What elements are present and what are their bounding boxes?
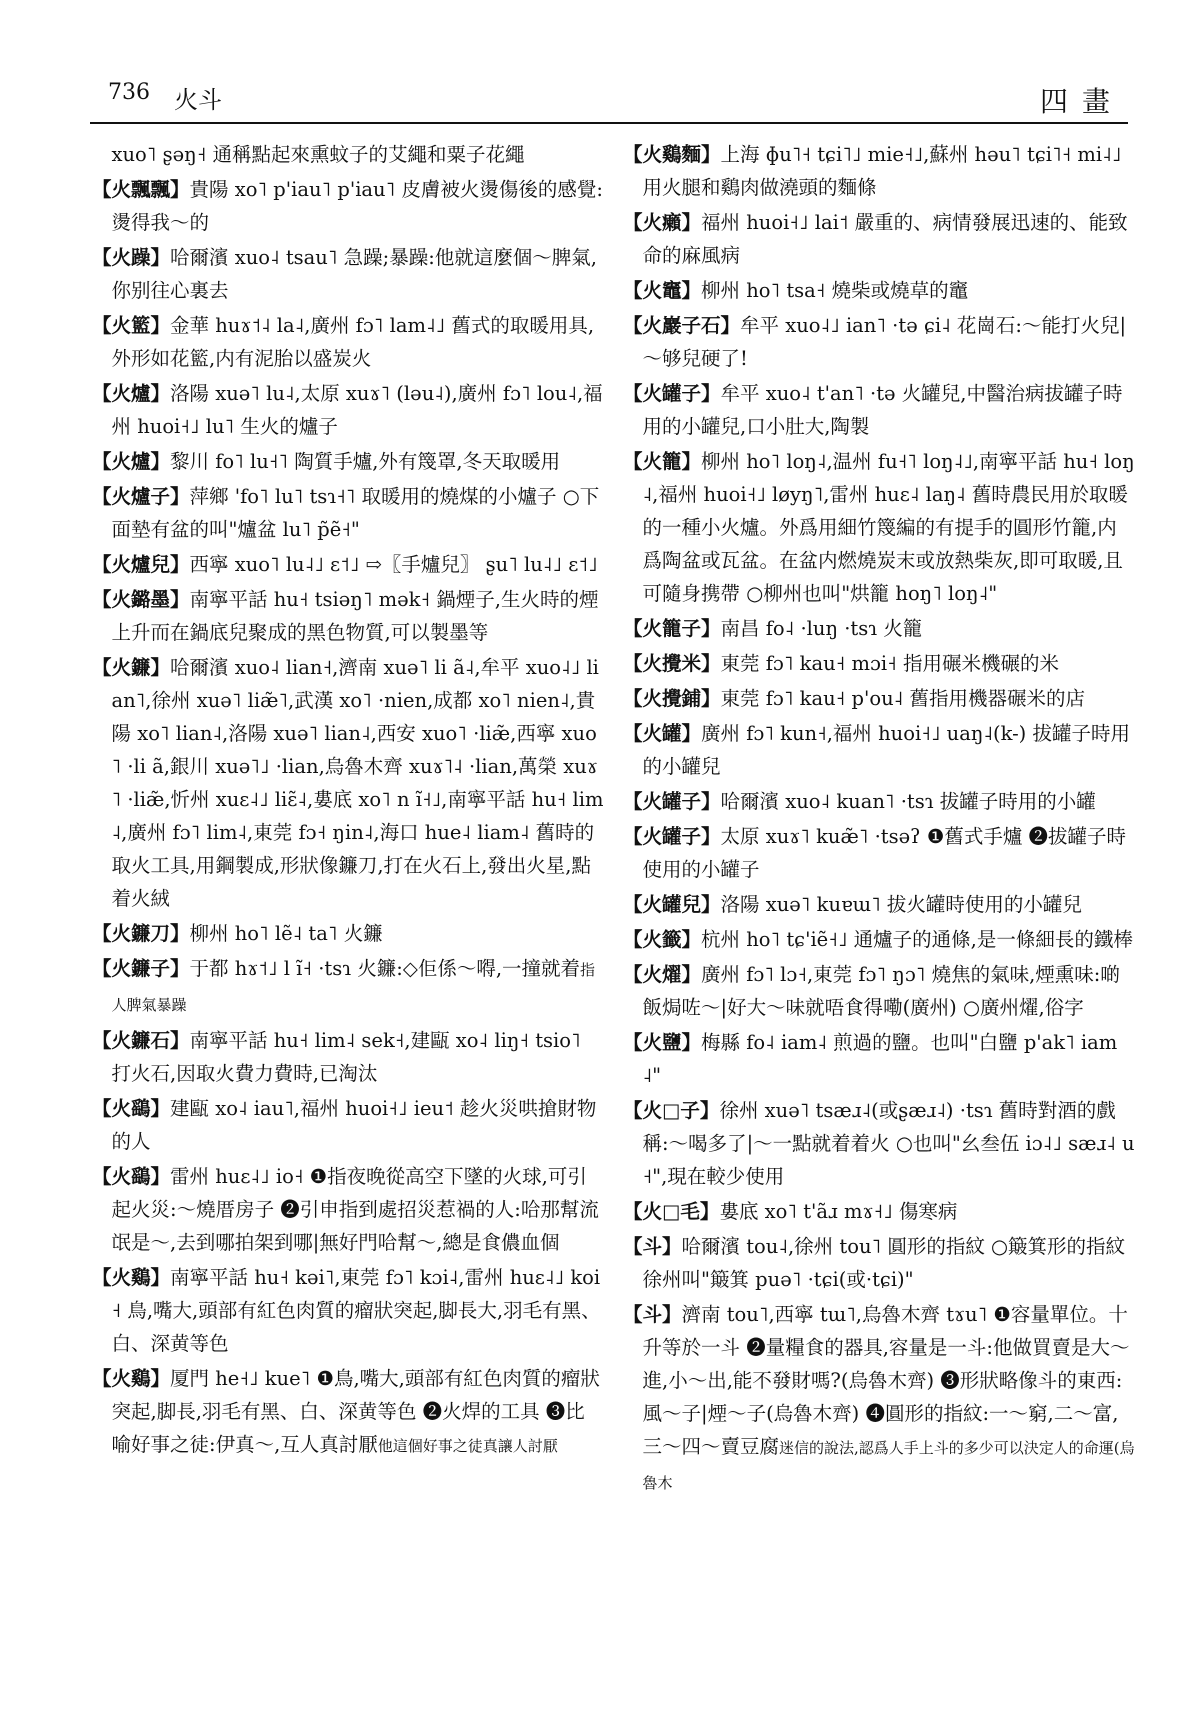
entry-definition: 柳州 ho˥ loŋ˨,温州 fu˧˥ loŋ˨˩,南寧平話 hu˧ loŋ˨,福州 huoi˧˩ løyŋ˥,雷州 huɛ˨ laŋ˨ 舊時農民用於取暖的一種小火爐。外爲用細竹篾編的有提手的圓形竹籠,内爲陶盆或瓦盆。在盆内燃燒炭末或放熱柴灰,即可取暖,且可隨身携帶 ○柳州也叫"烘籠 hoŋ˥ loŋ˨" — [642, 450, 1135, 605]
entry-headword: 【火罐子】 — [623, 790, 721, 813]
entry-headword: 【火□子】 — [623, 1099, 720, 1122]
entry-headword: 【火攪鋪】 — [623, 687, 721, 710]
entry-definition: 金華 huɤ˦˨ la˨,廣州 fɔ˥ lam˨˩ 舊式的取暖用具,外形如花籃,内有泥胎以盛炭火 — [111, 314, 595, 370]
dictionary-entry — [623, 958, 1135, 1024]
entry-definition: xuo˥ ʂəŋ˧ 通稱點起來熏蚊子的艾繩和粟子花繩 — [111, 143, 525, 166]
entry-headword: 【火癩】 — [623, 211, 702, 234]
entry-headword: 【火爐兒】 — [92, 553, 190, 576]
dictionary-entry — [92, 583, 604, 649]
entry-definition: 雷州 huɛ˨˩ io˧ ❶指夜晚從高空下墜的火球,可引起火災:～燒厝房子 ❷引申指到處招災惹禍的人:哈那幫流氓是～,去到哪拍架到哪|無好門哈幫～,總是食儂血個 — [111, 1165, 599, 1254]
entry-headword: 【火鷂】 — [92, 1097, 171, 1120]
dictionary-entry — [92, 377, 604, 443]
entry-headword: 【斗】 — [623, 1303, 682, 1326]
entry-definition: 徐州 xuə˥ tsæɹ˨(或ʂæɹ˨) ·tsɿ 舊時對酒的戲稱:～喝多了|～一點就着着火 ○也叫"幺叁伍 iɔ˨˩ sæɹ˨ u˧",現在較少使用 — [642, 1099, 1135, 1188]
entry-definition: 廣州 fɔ˥ lɔ˧,東莞 fɔ˥ ŋɔ˥ 燒焦的氣味,煙熏味:啲飯焗咗～|好大～味就唔食得嘞(廣州) ○廣州燿,俗字 — [642, 963, 1120, 1019]
entry-definition: 太原 xuɤ˥ kuæ̃˥ ·tsəʔ ❶舊式手爐 ❷拔罐子時使用的小罐子 — [642, 825, 1127, 881]
entry-headword: 【火罐兒】 — [623, 893, 721, 916]
dictionary-entry — [92, 138, 604, 171]
entry-headword: 【火籠子】 — [623, 617, 721, 640]
dictionary-entry — [623, 1230, 1135, 1296]
entry-headword: 【火籤】 — [623, 928, 702, 951]
dictionary-entry — [623, 682, 1135, 715]
dictionary-entry — [623, 612, 1135, 645]
dictionary-entry — [92, 548, 604, 581]
dictionary-entry — [92, 952, 604, 1022]
dictionary-entry — [623, 1195, 1135, 1228]
entry-headword: 【火爐】 — [92, 382, 171, 405]
entry-headword: 【火罐子】 — [623, 825, 721, 848]
entry-headword: 【火鐮】 — [92, 656, 171, 679]
dictionary-entry — [623, 445, 1135, 610]
dictionary-entry — [623, 138, 1135, 204]
entry-definition: 厦門 he˧˩ kue˥ ❶鳥,嘴大,頭部有紅色肉質的瘤狀突起,脚長,羽毛有黑、白、深黄等色 ❷火焊的工具 ❸比喻好事之徒:伊真～,互人真討厭 — [111, 1367, 600, 1456]
entry-definition: 廣州 fɔ˥ kun˧,福州 huoi˧˩ uaŋ˨(k-) 拔罐子時用的小罐兒 — [642, 722, 1130, 778]
entry-headword: 【火鐮子】 — [92, 957, 190, 980]
entry-headword: 【火鷄】 — [92, 1367, 171, 1390]
dictionary-entry — [623, 647, 1135, 680]
dictionary-entry — [623, 820, 1135, 886]
entry-headword: 【火攪米】 — [623, 652, 721, 675]
entry-definition: 牟平 xuo˨˩ ian˥ ·tə ɕi˨ 花崗石:～能打火兒|～够兒硬了! — [642, 314, 1127, 370]
entry-headword: 【火爐子】 — [92, 485, 190, 508]
entry-definition: 杭州 ho˥ tɕ'iẽ˧˩ 通爐子的通條,是一條細長的鐵棒 — [701, 928, 1133, 951]
entry-definition: 東莞 fɔ˥ kau˧ p'ou˨ 舊指用機器碾米的店 — [720, 687, 1085, 710]
chapter-title: 四畫 — [1039, 85, 1124, 118]
dictionary-entry — [623, 785, 1135, 818]
dictionary-entry — [92, 309, 604, 375]
dictionary-entry — [92, 651, 604, 915]
dictionary-entry — [92, 1261, 604, 1360]
entry-definition: 南寧平話 hu˧ tsiəŋ˥ mək˧ 鍋煙子,生火時的煙上升而在鍋底兒聚成的黑色物質,可以製墨等 — [111, 588, 599, 644]
dictionary-entry — [92, 1160, 604, 1259]
entry-definition: 黎川 fo˥ lu˧˥ 陶質手爐,外有篾罩,冬天取暖用 — [170, 450, 561, 473]
entry-definition: 柳州 ho˥ lẽ˨ ta˥ 火鐮 — [189, 922, 383, 945]
dictionary-entry — [623, 888, 1135, 921]
entry-headword: 【火鷂】 — [92, 1165, 171, 1188]
entry-definition: 福州 huoi˧˩ lai˦ 嚴重的、病情發展迅速的、能致命的麻風病 — [642, 211, 1128, 267]
dictionary-entry — [92, 445, 604, 478]
section-title: 火斗 — [174, 86, 222, 114]
dictionary-entry — [623, 923, 1135, 956]
entry-headword: 【火鐮刀】 — [92, 922, 190, 945]
entry-headword: 【火籠】 — [623, 450, 702, 473]
dictionary-entry — [92, 480, 604, 546]
entry-definition: 貴陽 xo˥ p'iau˥ p'iau˥ 皮膚被火燙傷後的感覺:燙得我～的 — [111, 178, 603, 234]
entry-definition: 南寧平話 hu˧ kəi˥,東莞 fɔ˥ kɔi˨,雷州 huɛ˨˩ koi˧ 鳥,嘴大,頭部有紅色肉質的瘤狀突起,脚長大,羽毛有黑、白、深黄等色 — [111, 1266, 601, 1355]
dictionary-entry — [92, 173, 604, 239]
entry-headword: 【火□毛】 — [623, 1200, 720, 1223]
entry-headword: 【火鐮石】 — [92, 1029, 190, 1052]
dictionary-entry — [623, 717, 1135, 783]
entry-note: 迷信的說法,認爲人手上斗的多少可以決定人的命運(烏魯木 — [642, 1439, 1135, 1492]
entry-definition: 哈爾濱 tou˨,徐州 tou˥ 圓形的指紋 ○簸箕形的指紋徐州叫"簸箕 puə˥ ·tɕi(或·tɕi)" — [642, 1235, 1126, 1291]
entry-headword: 【火飄飄】 — [92, 178, 190, 201]
entry-definition: 洛陽 xuə˥ lu˨,太原 xuɤ˥ (ləu˨),廣州 fɔ˥ lou˨,福州 huoi˧˩ lu˥ 生火的爐子 — [111, 382, 603, 438]
entry-definition: 梅縣 fo˨ iam˨ 煎過的鹽。也叫"白鹽 p'ak˥ iam˨" — [642, 1031, 1118, 1087]
entry-definition: 建甌 xo˨ iau˥,福州 huoi˧˩ ieu˦ 趁火災哄搶財物的人 — [111, 1097, 597, 1153]
dictionary-entry — [623, 206, 1135, 272]
entry-headword: 【火竈】 — [623, 279, 702, 302]
dictionary-entry — [623, 1094, 1135, 1193]
entry-definition: 濟南 tou˥,西寧 tɯ˥,烏魯木齊 tɤu˥ ❶容量單位。十升等於一斗 ❷量糧食的器具,容量是一斗:他做買賣是大～進,小～出,能不發財嗎?(烏魯木齊) ❸形狀略像斗的東西:風～子|煙～子(烏魯木齊) ❹圓形的指紋:一～窮,二～富,三～四～賣豆腐 — [642, 1303, 1130, 1458]
entry-note: 指人脾氣暴躁 — [111, 961, 596, 1014]
dictionary-entry — [92, 917, 604, 950]
dictionary-entry — [92, 241, 604, 307]
entry-headword: 【火鷄麵】 — [623, 143, 721, 166]
dictionary-entry — [92, 1092, 604, 1158]
dictionary-entry — [92, 1362, 604, 1463]
entry-definition: 洛陽 xuə˥ kuɐɯ˥ 拔火罐時使用的小罐兒 — [720, 893, 1082, 916]
dictionary-entry — [623, 274, 1135, 307]
dictionary-entry — [623, 1298, 1135, 1500]
entry-headword: 【火鷄】 — [92, 1266, 171, 1289]
dictionary-entry — [623, 377, 1135, 443]
entry-definition: 哈爾濱 xuo˨ tsau˥ 急躁;暴躁:他就這麼個～脾氣,你别往心裏去 — [111, 246, 598, 302]
entry-headword: 【斗】 — [623, 1235, 682, 1258]
entry-note: 他這個好事之徒真讓人討厭 — [377, 1437, 558, 1455]
page-number: 736 — [108, 80, 150, 105]
entry-definition: 于都 hɤ˦˩ l ĩ˧ ·tsɿ 火鐮:◇佢係～嘚,一撞就着 — [189, 957, 581, 980]
right-column — [623, 138, 1135, 1708]
entry-definition: 東莞 fɔ˥ kau˧ mɔi˧ 指用碾米機碾的米 — [720, 652, 1059, 675]
entry-headword: 【火躁】 — [92, 246, 171, 269]
page-header — [90, 78, 1128, 124]
entry-headword: 【火鏴墨】 — [92, 588, 190, 611]
entry-definition: 牟平 xuo˨ t'an˥ ·tə 火罐兒,中醫治病拔罐子時用的小罐兒,口小肚大,陶製 — [642, 382, 1123, 438]
entry-definition: 西寧 xuo˥ lu˨˩ ɛ˦˩ ⇨〖手爐兒〗 ʂu˥ lu˨˩ ɛ˦˩ — [189, 553, 598, 576]
entry-definition: 上海 ɸu˥˧ tɕi˥˩ mie˧˩,蘇州 həu˥ tɕi˥˧ mi˨˩ 用火腿和鷄肉做澆頭的麵條 — [642, 143, 1122, 199]
entry-headword: 【火罐】 — [623, 722, 702, 745]
dictionary-entry — [623, 309, 1135, 375]
entry-headword: 【火籃】 — [92, 314, 171, 337]
entry-definition: 婁底 xo˥ t'ãɹ mɤ˧˩ 傷寒病 — [719, 1200, 958, 1223]
entry-headword: 【火罐子】 — [623, 382, 721, 405]
entry-definition: 萍鄉 'fo˥ lu˥ tsɿ˧˥ 取暖用的燒煤的小爐子 ○下面墊有盆的叫"爐盆 lu˥ p̃ẽ˧" — [111, 485, 600, 541]
dictionary-entry — [623, 1026, 1135, 1092]
entry-headword: 【火鹽】 — [623, 1031, 702, 1054]
entry-definition: 南寧平話 hu˧ lim˨ sek˧,建甌 xo˨ liŋ˧ tsio˥ 打火石,因取火費力費時,已淘汰 — [111, 1029, 581, 1085]
entry-definition: 哈爾濱 xuo˨ kuan˥ ·tsɿ 拔罐子時用的小罐 — [720, 790, 1096, 813]
entry-headword: 【火燿】 — [623, 963, 702, 986]
left-column — [92, 138, 604, 1708]
entry-headword: 【火爐】 — [92, 450, 171, 473]
entry-definition: 哈爾濱 xuo˨ lian˧,濟南 xuə˥ li ã˨,牟平 xuo˨˩ lian˥,徐州 xuə˥ liæ̃˥,武漢 xo˥ ·nien,成都 xo˥ nien˨,貴陽 xo˥ lian˨,洛陽 xuə˥ lian˨,西安 xuo˥ ·liæ̃,西寧 xuo˥ ·li ã,銀川 xuə˥˩ ·lian,烏魯木齊 xuɤ˥˨ ·lian,萬榮 xuɤ˥ ·liæ̃,忻州 xuɛ˨˩ liɛ̃˨,婁底 xo˥ n ĩ˧˩,南寧平話 hu˧ lim˨,廣州 fɔ˥ lim˨,東莞 fɔ˧ ŋin˨,海口 hue˨ liam˨ 舊時的取火工具,用鋼製成,形狀像鐮刀,打在火石上,發出火星,點着火絨 — [111, 656, 604, 910]
entry-definition: 柳州 ho˥ tsa˧ 燒柴或燒草的竈 — [701, 279, 969, 302]
entry-definition: 南昌 fo˨ ·luŋ ·tsɿ 火籠 — [720, 617, 923, 640]
entry-headword: 【火巖子石】 — [623, 314, 741, 337]
dictionary-entry — [92, 1024, 604, 1090]
